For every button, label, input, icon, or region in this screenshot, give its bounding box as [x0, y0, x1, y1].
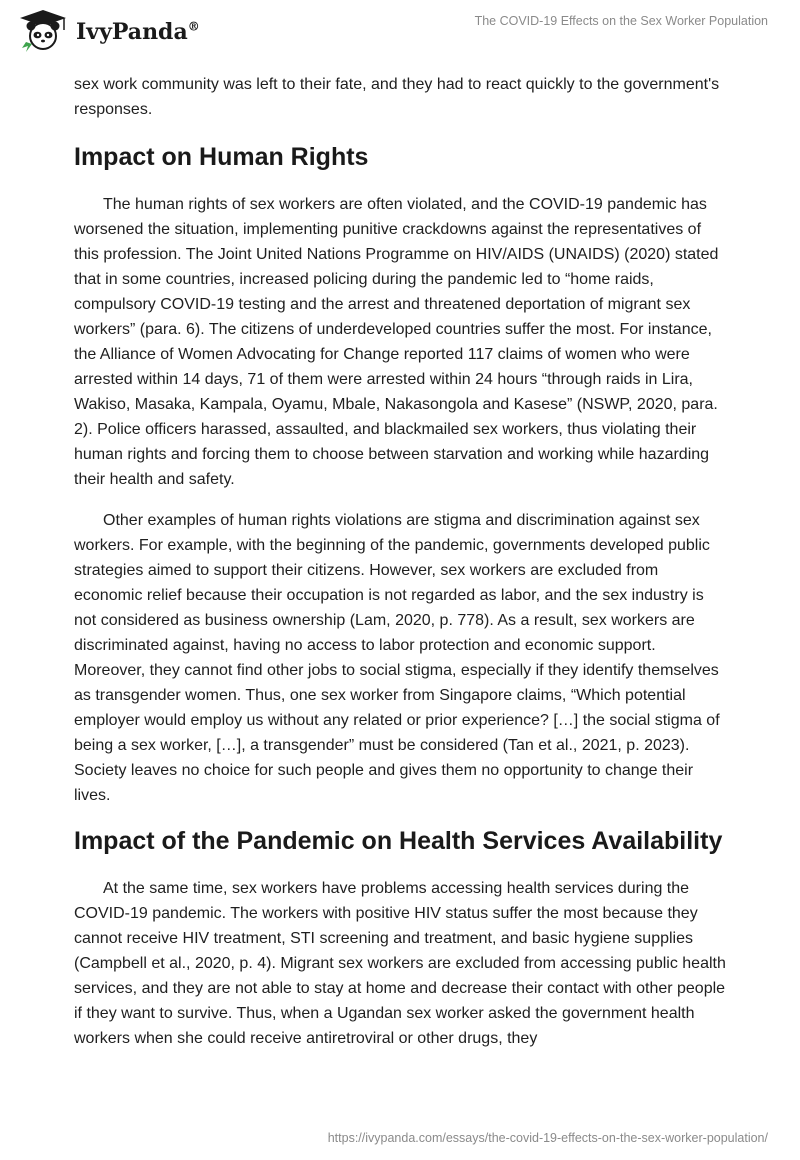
panda-graduate-icon [14, 8, 72, 52]
continued-paragraph: sex work community was left to their fate, and they had to react quickly to the government's responses. [74, 76, 720, 118]
brand-name [76, 19, 200, 45]
page-header [0, 0, 800, 62]
paragraph-human-rights-1: The human rights of sex workers are often violated, and the COVID-19 pandemic has worsened the situation, implementing punitive crackdowns against the representatives of this profession. The Joint United Nations Programme on HIV/AIDS (UNAIDS) (2020) stated that in some countries, increased policing during the pandemic led to “home raids, compulsory COVID-19 testing and the arrest and threatened deportation of migrant sex workers” (para. 6). The citizens of underdeveloped countries suffer the most. For instance, the Alliance of Women Advocating for Change reported 117 claims of women who were arrested within 14 days, 71 of them were arrested within 24 hours “through raids in Lira, Wakiso, Masaka, Kampala, Oyamu, Mbale, Nakasongola and Kasese” (NSWP, 2020, para. 2). Police officers harassed, assaulted, and blackmailed sex workers, thus violating their human rights and forcing them to choose between starvation and working while hazarding their health and safety. [74, 196, 719, 488]
section-heading-health-services: Impact of the Pandemic on Health Services Availability [74, 827, 723, 855]
document-title: The COVID-19 Effects on the Sex Worker Population [474, 14, 768, 28]
paragraph-human-rights-2: Other examples of human rights violations are stigma and discrimination against sex workers. For example, with the beginning of the pandemic, governments developed public strategies aimed to support their citizens. However, sex workers are excluded from economic relief because their occupation is not regarded as labor, and the sex industry is not considered as business ownership (Lam, 2020, p. 778). As a result, sex workers are discriminated against, having no access to labor protection and economic support. Moreover, they cannot find other jobs to social stigma, especially if they identify themselves as transgender women. Thus, one sex worker from Singapore claims, “Which potential employer would employ us without any related or prior experience? […] the social stigma of being a sex worker, […], a transgender” must be considered (Tan et al., 2021, p. 2023). Society leaves no choice for such people and gives them no opportunity to change their lives. [74, 512, 720, 804]
paragraph-health-services-1: At the same time, sex workers have problems accessing health services during the COVID-19 pandemic. The workers with positive HIV status suffer the most because they cannot receive HIV treatment, STI screening and treatment, and basic hygiene supplies (Campbell et al., 2020, p. 4). Migrant sex workers are excluded from accessing public health services, and they are not able to stay at home and decrease their contact with other people if they want to survive. Thus, when a Ugandan sex worker asked the government health workers when she could receive antiretroviral or other drugs, they [74, 880, 726, 1047]
brand-text: IvyPanda [76, 19, 188, 45]
source-url-link[interactable]: https://ivypanda.com/essays/the-covid-19-effects-on-the-sex-worker-population/ [327, 1131, 768, 1145]
essay-content [74, 72, 728, 1067]
section-heading-human-rights: Impact on Human Rights [74, 143, 369, 171]
ivypanda-logo[interactable] [14, 8, 200, 52]
trademark-symbol: ® [187, 19, 200, 34]
